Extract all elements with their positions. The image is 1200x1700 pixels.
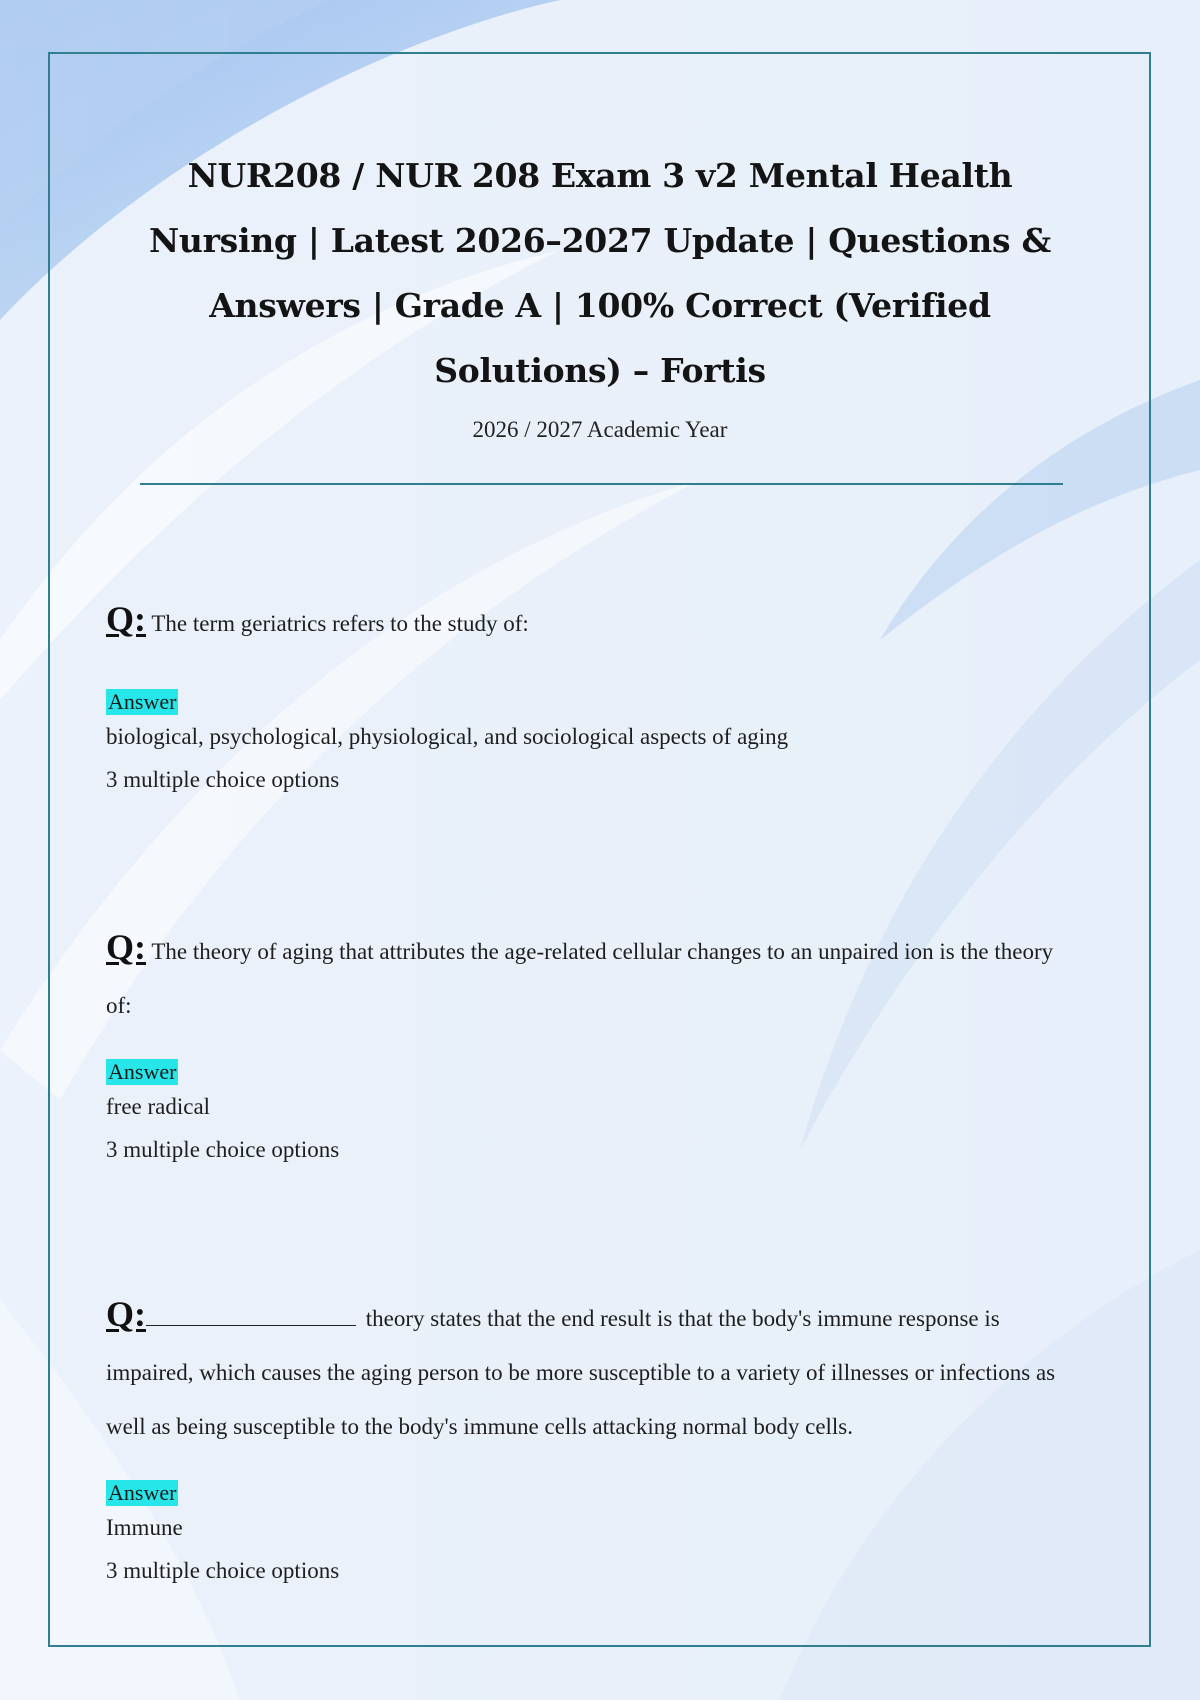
options-note: 3 multiple choice options bbox=[106, 1558, 340, 1583]
qa-item bbox=[106, 598, 1066, 801]
qa-item bbox=[106, 920, 1066, 1171]
question-text: The theory of aging that attributes the age-related cellular changes to an unpaired ion is the theory of: bbox=[106, 939, 1054, 1018]
question bbox=[106, 920, 1066, 1033]
document-header bbox=[118, 143, 1082, 443]
document-title: NUR208 / NUR 208 Exam 3 v2 Mental Health Nursing | Latest 2026–2027 Update | Questions & Answers | Grade A | 100% Correct (Verified Solutions) – Fortis bbox=[149, 156, 1051, 390]
answer-tag: Answer bbox=[108, 1480, 177, 1505]
answer-text: free radical bbox=[106, 1094, 211, 1119]
question-label: Q: bbox=[106, 927, 146, 967]
options-note: 3 multiple choice options bbox=[106, 1137, 340, 1162]
academic-year: 2026 / 2027 Academic Year bbox=[472, 417, 728, 442]
header-divider bbox=[140, 483, 1063, 485]
options-note: 3 multiple choice options bbox=[106, 767, 340, 792]
qa-item bbox=[106, 1287, 1066, 1592]
question-text: The term geriatrics refers to the study of: bbox=[151, 611, 529, 636]
answer-tag: Answer bbox=[108, 1059, 177, 1084]
question-label: Q: bbox=[106, 1294, 146, 1334]
question bbox=[106, 598, 1066, 645]
question-text: theory states that the end result is that the body's immune response is impaired, which causes the aging person to be more susceptible to a variety of illnesses or infections as well as being susceptible to the body's immune cells attacking normal body cells. bbox=[106, 1306, 1056, 1439]
question-label: Q: bbox=[106, 599, 146, 639]
answer-tag: Answer bbox=[108, 689, 177, 714]
answer-text: Immune bbox=[106, 1515, 183, 1540]
answer-text: biological, psychological, physiological, and sociological aspects of aging bbox=[106, 724, 789, 749]
fill-in-blank bbox=[146, 1299, 356, 1326]
question bbox=[106, 1287, 1066, 1454]
